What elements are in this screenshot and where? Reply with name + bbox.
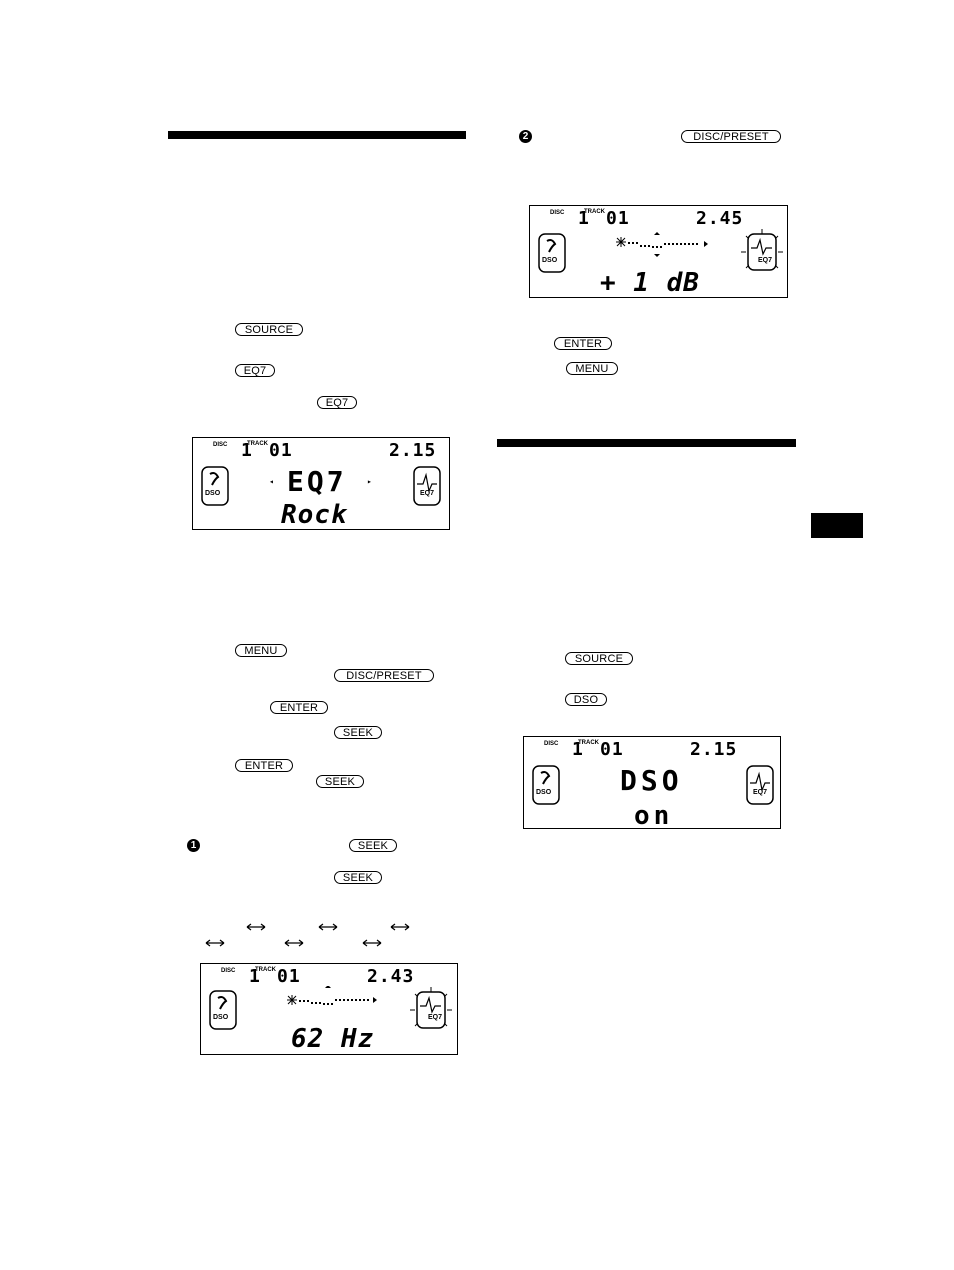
sub-text: Rock <box>281 500 348 530</box>
main-text: DSO <box>620 764 683 797</box>
eq7-icon-label: EQ7 <box>420 490 435 497</box>
eq7-icon <box>746 765 774 805</box>
time-readout: 2.15 <box>690 739 738 760</box>
sub-text: on <box>634 801 674 829</box>
disc-number: 1 <box>241 440 253 461</box>
eq7-icon <box>413 466 441 506</box>
eq7-icon-active <box>409 986 453 1034</box>
disc-label: DISC <box>221 968 236 974</box>
enter-key: ENTER <box>554 337 612 350</box>
seek-key-second: SEEK <box>316 775 364 788</box>
track-label: TRACK <box>255 967 276 973</box>
lcd-display-eq7-rock <box>192 437 450 530</box>
eq7-key-second: EQ7 <box>317 396 357 409</box>
enter-key: ENTER <box>270 701 328 714</box>
main-text: EQ7 <box>287 465 347 498</box>
left-arrow-icon: ◂ <box>269 477 277 486</box>
track-label: TRACK <box>247 441 268 447</box>
track-number: 01 <box>277 966 301 987</box>
double-arrow-icon <box>205 938 225 948</box>
time-readout: 2.43 <box>367 966 415 987</box>
eq7-icon-label: EQ7 <box>753 789 768 796</box>
disc-label: DISC <box>544 741 559 747</box>
disc-label: DISC <box>550 210 565 216</box>
double-arrow-icon <box>284 938 304 948</box>
double-arrow-icon <box>390 922 410 932</box>
dso-key: DSO <box>565 693 607 706</box>
dso-icon-label: DSO <box>205 490 221 497</box>
disc-preset-key: DISC/PRESET <box>334 669 434 682</box>
seek-key-fourth: SEEK <box>334 871 382 884</box>
step-1-marker: 1 <box>187 839 200 852</box>
track-label: TRACK <box>584 209 605 215</box>
disc-number: 1 <box>578 208 590 229</box>
section-rule-right <box>497 439 796 447</box>
eq-curve-icon <box>281 986 381 1016</box>
dso-icon <box>201 466 229 506</box>
lcd-display-dso-on <box>523 736 781 829</box>
dso-icon-label: DSO <box>213 1014 229 1021</box>
track-number: 01 <box>600 739 624 760</box>
disc-number: 1 <box>572 739 584 760</box>
eq7-icon-active <box>740 228 784 276</box>
dso-icon-label: DSO <box>542 257 558 264</box>
double-arrow-icon <box>318 922 338 932</box>
eq7-icon-label: EQ7 <box>758 257 773 264</box>
disc-preset-key: DISC/PRESET <box>681 130 781 143</box>
source-key: SOURCE <box>565 652 633 665</box>
lcd-display-62hz <box>200 963 458 1055</box>
time-readout: 2.15 <box>389 440 437 461</box>
double-arrow-icon <box>246 922 266 932</box>
seek-key: SEEK <box>334 726 382 739</box>
menu-key: MENU <box>235 644 287 657</box>
track-number: 01 <box>606 208 630 229</box>
section-rule-left <box>168 131 466 139</box>
step-2-marker: 2 <box>519 130 532 143</box>
eq-curve-icon <box>612 228 712 262</box>
track-label: TRACK <box>578 740 599 746</box>
seek-key-third: SEEK <box>349 839 397 852</box>
eq7-icon-label: EQ7 <box>428 1014 443 1021</box>
time-readout: 2.45 <box>696 208 744 229</box>
eq7-key: EQ7 <box>235 364 275 377</box>
source-key: SOURCE <box>235 323 303 336</box>
lcd-display-plus-1-db <box>529 205 788 298</box>
menu-key: MENU <box>566 362 618 375</box>
dso-icon <box>532 765 560 805</box>
right-arrow-icon: ▸ <box>367 477 375 486</box>
dso-icon-label: DSO <box>536 789 552 796</box>
track-number: 01 <box>269 440 293 461</box>
disc-label: DISC <box>213 442 228 448</box>
dso-icon <box>538 233 566 273</box>
dso-icon <box>209 990 237 1030</box>
chapter-tab <box>811 513 863 538</box>
sub-text: + 1 dB <box>600 268 700 298</box>
double-arrow-icon <box>362 938 382 948</box>
sub-text: 62 Hz <box>291 1024 375 1054</box>
enter-key-second: ENTER <box>235 759 293 772</box>
disc-number: 1 <box>249 966 261 987</box>
